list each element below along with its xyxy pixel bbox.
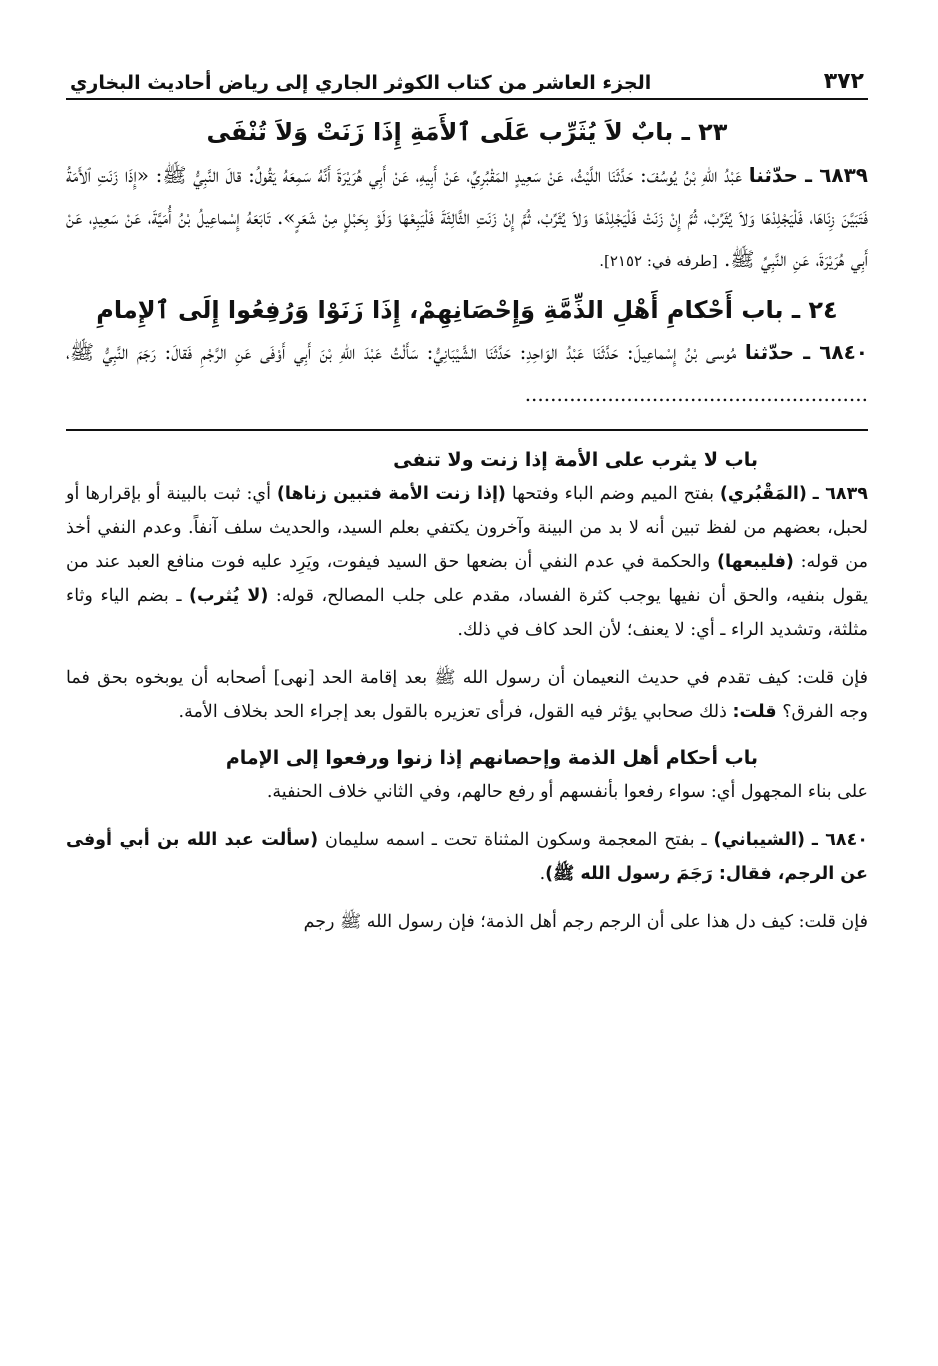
hadith-6840-text: مُوسى بْنُ إِسْماعِيلَ: حَدَّثَنَا عَبْدُ الوَاحِدِ: حَدَّثَنَا الشَّيْبَانِيُّ: سَأَلْتُ عَبْدَ اللّهِ بْنَ أَبِي أَوْفَى عَنِ الرَّجْمِ فَقالَ: رَجَمَ النَّبِيُّ ﷺ،	[66, 340, 737, 365]
commentary-quote: (فليبعها)	[717, 552, 794, 573]
ellipsis-dots: ......................................................	[524, 382, 868, 407]
page-number: ٣٧٢	[823, 69, 864, 94]
chapter-23-title: ٢٣ ـ بابٌ لاَ يُثَرِّب عَلَى ٱلأَمَةِ إِذَا زَنَتْ وَلاَ تُنْفَى	[206, 118, 728, 146]
hadith-6839-text: عَبْدُ اللّهِ بْنُ يُوسُفَ: حَدَّثَنَا اللَّيْثُ، عَنْ سَعِيدٍ المَقْبُرِيِّ، عَنْ أَبِيهِ، عَنْ أَبِي هُرَيْرَةَ أَنَّهُ سَمِعَهُ يَقُولُ: قالَ النَّبِيُّ ﷺ: «إِذَا زَنَتِ ٱلأَمَةُ فَتَبَيَّنَ زِنَاهَا، فَلْيَجْلِدْهَا وَلاَ يُثَرِّبْ، ثُمَّ إِنْ زَنَتْ فَلْيَجْلِدْهَا وَلاَ يُثَرِّبْ، ثُمَّ إِنْ زَنَتِ الثَّالِثَةَ فَلْيَبِعْهَا وَلَوْ بِحَبْلٍ مِنْ شَعَرٍ». تَابَعَهُ إِسْماعِيلُ بْنُ أُمَيَّةَ، عَنْ سَعِيدٍ، عَنْ أَبِي هُرَيْرَةَ، عَنِ النَّبِيِّ ﷺ.	[66, 162, 868, 271]
commentary-paragraph-last: فإن قلت: كيف دل هذا على أن الرجم رجم أهل الذمة؛ فإن رسول الله ﷺ رجم	[303, 912, 868, 933]
commentary-6839-number: ٦٨٣٩ ـ	[812, 484, 868, 505]
chapter-24-title: ٢٤ ـ باب أَحْكامِ أَهْلِ الذِّمَّةِ وَإِحْصَانِهِمْ، إِذَا زَنَوْا وَرُفِعُوا إِلَى ٱلإِمامِ	[96, 295, 838, 324]
commentary-text: فإن قلت: كيف تقدم في حديث النعيمان أن رسول الله ﷺ بعد إقامة الحد [نهى] أصحابه أن يوبخوه بحق فما وجه الفرق؟	[66, 668, 868, 723]
hadith-6840-number: ٦٨٤٠ ـ حدّثنا	[744, 340, 869, 365]
hadith-6839-reference: [طرفه في: ٢١٥٢].	[599, 251, 718, 270]
commentary-divider	[66, 429, 868, 431]
commentary-text: .	[539, 864, 546, 885]
commentary-term-maqburi: (المَقْبُري)	[719, 484, 807, 505]
commentary-paragraph-6840	[66, 823, 868, 891]
commentary-text: ذلك صحابي يؤثر فيه القول، فرأى تعزيره بالقول بعد إجراء الحد بخلاف الأمة.	[178, 702, 733, 723]
commentary-text: بفتح الميم وضم الباء وفتحها	[505, 484, 720, 505]
hadith-6839-number: ٦٨٣٩ ـ حدّثنا	[748, 162, 869, 187]
commentary-section-1-title: باب لا يثرب على الأمة إذا زنت ولا تنفى	[393, 449, 758, 472]
hadith-6839	[66, 154, 868, 282]
book-page	[66, 58, 868, 1348]
commentary-term-shaybani: (الشيباني)	[713, 830, 805, 851]
commentary-text: ـ بضم الياء وثاء مثلثة، وتشديد الراء ـ أي: لا يعنف؛ لأن الحد كاف في ذلك.	[66, 586, 868, 641]
commentary-quote: (إذا زنت الأمة فتبين زناها)	[276, 484, 506, 505]
commentary-qult: قلت:	[732, 702, 777, 723]
commentary-text: أي: ثبت بالبينة أو بإقرارها أو لحبل، بعضهم من لفظ تبين أنه لا بد من البينة وآخرون يكتفي بعلم السيد، والحديث سلف آنفاً. وعدم النفي أخذ من قوله:	[66, 484, 868, 573]
commentary-paragraph-6839	[66, 477, 868, 647]
commentary-paragraph-question	[66, 661, 868, 729]
page-header	[66, 58, 868, 100]
running-title: الجزء العاشر من كتاب الكوثر الجاري إلى رياض أحاديث البخاري	[70, 72, 652, 94]
commentary-quote: (سألت عبد الله بن أبي أوفى عن الرجم، فقال: رَجَمَ رسول الله ﷺ)	[66, 830, 868, 885]
hadith-6840	[66, 331, 868, 415]
commentary-text: ـ بفتح المعجمة وسكون المثناة تحت ـ اسمه سليمان	[318, 830, 714, 851]
commentary-quote: (لا يُثرب)	[189, 586, 269, 607]
commentary-section-2-title: باب أحكام أهل الذمة وإحصانهم إذا زنوا ورفعوا إلى الإمام	[225, 747, 758, 770]
commentary-text: والحكمة في عدم النفي أن بضعها حق السيد فيفوت، ويَرِد عليه فوت منافع العبد عند من يقول بنفيه، والحق أن نفيها يوجب كثرة الفساد، مقدم على جلب المصالح، قوله:	[66, 552, 868, 607]
commentary-6840-number: ٦٨٤٠ ـ	[811, 830, 868, 851]
commentary-paragraph-bina: على بناء المجهول أي: سواء رفعوا بأنفسهم أو رفع حالهم، وفي الثاني خلاف الحنفية.	[266, 782, 868, 803]
